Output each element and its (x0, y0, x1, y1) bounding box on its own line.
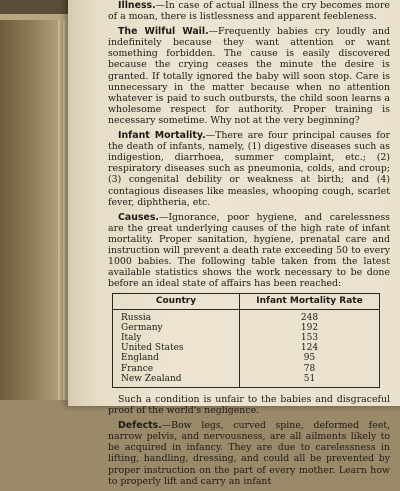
table-cell-country: Italy (113, 333, 240, 343)
table-header-rate: Infant Mortality Rate (240, 294, 380, 309)
table-cell-country: New Zealand (113, 374, 240, 388)
heading-defects: Defects. (118, 420, 162, 432)
mortality-table (112, 293, 380, 388)
table-cell-country: United States (113, 343, 240, 353)
body-wilful-wail: —Frequently babies cry loudly and indefinitely because they want attention or want something forbidden. The cause is easily discovered because the crying ceases the minute the desire is granted. If totally ignored the baby will soon stop. Care is unnecessary in the matter because when no attention whatever is paid to such outbursts, the child soon learns a wholesome respect for authority. Proper training is necessary sometime. Why not at the very beginning? (108, 26, 390, 126)
table-cell-country: France (113, 364, 240, 374)
bookmark-tab-edge (0, 14, 70, 20)
table-cell-rate: 153 (300, 332, 319, 343)
table-row (113, 374, 380, 388)
heading-wilful-wail: The Wilful Wail. (118, 26, 209, 38)
table-header-country: Country (113, 294, 240, 309)
paragraph-after-table: Such a condition is unfair to the babies and disgraceful proof of the world's negligence. (108, 393, 390, 417)
body-infant-mortality: —There are four principal causes for the death of infants, namely, (1) digestive diseases such as indigestion, diarrhoea, summer complaint, etc.; (2) respiratory diseases such as pneumonia, colds, and croup; (3) congenital debility or weakness at birth; and (4) contagious diseases like measles, whooping cough, scarlet fever, diphtheria, etc. (108, 130, 390, 208)
body-defects: —Bow legs, curved spine, deformed feet, narrow pelvis, and nervousness, are all ailments likely to be acquired in infancy. They are due to carelessness in lifting, handling, dressing, and could all be prevented by proper instruction on the part of every mother. Learn how to properly lift and carry an infant (108, 420, 390, 487)
table-cell-country: England (113, 353, 240, 363)
table-cell-country: Germany (113, 323, 240, 333)
paragraph-defects (108, 420, 390, 487)
table-cell-rate: 51 (303, 373, 316, 384)
table-row (113, 353, 380, 363)
table-cell-rate: 78 (303, 363, 316, 374)
paragraph-causes (108, 212, 390, 290)
table-row (113, 343, 380, 353)
paragraph-infant-mortality (108, 130, 390, 208)
page-text (108, 0, 390, 491)
table-row (113, 333, 380, 343)
table-cell-rate: 124 (300, 343, 319, 354)
page-edge (58, 0, 60, 400)
heading-illness: Illness. (118, 0, 156, 11)
heading-causes: Causes. (118, 211, 159, 223)
paragraph-wilful-wail (108, 26, 390, 126)
heading-infant-mortality: Infant Mortality. (118, 130, 206, 142)
table-row (113, 323, 380, 333)
table-cell-country: Russia (113, 309, 240, 323)
table-row (113, 364, 380, 374)
table-header-row (113, 294, 380, 309)
table-cell-rate: 192 (300, 322, 319, 333)
table-row (113, 309, 380, 323)
body-causes: —Ignorance, poor hygiene, and carelessness are the great underlying causes of the high rate of infant mortality. Proper sanitation, hygiene, prenatal care and instruction will prevent a death rate exceeding 50 to every 1000 babies. The following table taken from the latest available statistics shows the work necessary to be done before an ideal state of affairs has been reached: (108, 211, 390, 290)
paragraph-illness (108, 0, 390, 22)
table-cell-rate: 248 (300, 312, 319, 323)
page-edge (63, 0, 65, 400)
table-cell-rate: 95 (303, 353, 316, 364)
body-illness: —In case of actual illness the cry becomes more of a moan, there is listlessness and apparent feebleness. (108, 0, 390, 23)
